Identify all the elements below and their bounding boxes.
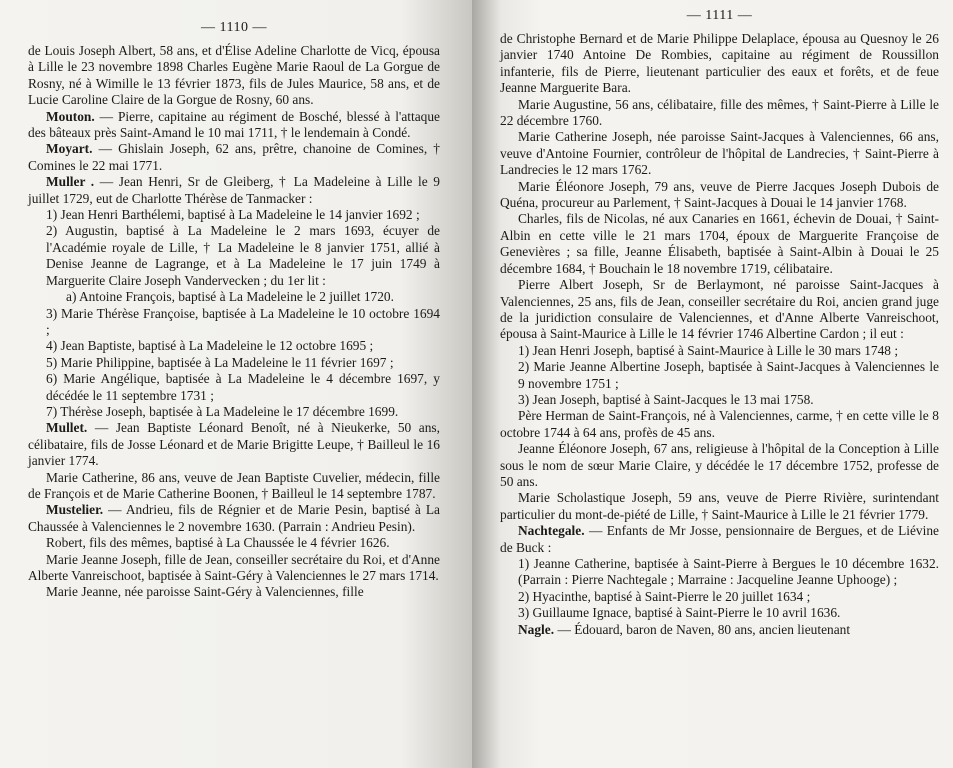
paragraph: Marie Jeanne, née paroisse Saint-Géry à Valenciennes, fille <box>46 584 364 600</box>
entry-text: Jean Henri, Sr de Gleiberg, † La Madeleine à Lille le 9 juillet 1729, eut de Charlotte Thérèse de Tanmacker : <box>28 174 440 206</box>
dash: — <box>94 420 109 436</box>
list-item: 1) Jean Henri Joseph, baptisé à Saint-Maurice à Lille le 30 mars 1748 ; <box>518 342 899 358</box>
entry-heading: Mouton. <box>46 108 95 124</box>
entry-nachtegale <box>500 523 939 556</box>
list-item: 3) Marie Thérèse Françoise, baptisée à La Madeleine le 10 octobre 1694 ; <box>46 305 440 337</box>
list-item: 5) Marie Philippine, baptisée à La Madeleine le 11 février 1697 ; <box>46 354 394 370</box>
list-item: 2) Marie Jeanne Albertine Joseph, baptisée à Saint-Jacques à Valenciennes le 9 novembre 1751 ; <box>518 359 939 391</box>
dash: — <box>557 621 571 637</box>
entry-heading: Moyart. <box>46 141 93 157</box>
paragraph: de Louis Joseph Albert, 58 ans, et d'Élise Adeline Charlotte de Vicq, épousa à Lille le 23 novembre 1898 Charles Eugène Marie Raoul de La Gorgue de Rosny, né à Wimille le 13 février 1873, fils de Jules Maurice, 58 ans, et de Lucie Caroline Claire de la Gorgue de Rosny, 60 ans. <box>28 43 440 108</box>
list-item: 3) Guillaume Ignace, baptisé à Saint-Pierre le 10 avril 1636. <box>518 605 841 621</box>
list-item: 2) Hyacinthe, baptisé à Saint-Pierre le 20 juillet 1634 ; <box>518 588 811 604</box>
page-text <box>500 31 939 638</box>
right-page <box>472 0 953 768</box>
entry-nagle <box>500 622 939 638</box>
list-item: 2) Augustin, baptisé à La Madeleine le 2 mars 1693, écuyer de l'Académie royale de Lille, † La Madeleine le 8 janvier 1751, allié à Denise Jeanne de Lagrange, et à La Madeleine le 17 juin 1749 à Marguerite Claire Joseph Vandervecken ; du 1er lit : <box>46 223 440 288</box>
entry-mustelier <box>28 502 440 535</box>
page-number: — 1110 — <box>201 20 267 35</box>
dash: — <box>108 502 122 518</box>
page-text <box>28 43 440 601</box>
entry-text: Ghislain Joseph, 62 ans, prêtre, chanoine de Comines, † Comines le 22 mai 1771. <box>28 141 440 173</box>
entry-heading: Muller . <box>46 174 95 190</box>
entry-text: Édouard, baron de Naven, 80 ans, ancien lieutenant <box>574 621 851 637</box>
paragraph: Charles, fils de Nicolas, né aux Canaries en 1661, échevin de Douai, † Saint-Albin en cette ville le 21 mars 1704, époux de Marguerite Françoise de Genevières ; sa fille, Jeanne Élisabeth, baptisée à Saint-Albin à Douai le 25 décembre 1684, † Bouchain le 18 novembre 1719, célibataire. <box>500 211 939 276</box>
paragraph: Robert, fils des mêmes, baptisé à La Chaussée le 4 février 1626. <box>46 535 390 551</box>
paragraph: Pierre Albert Joseph, Sr de Berlaymont, né paroisse Saint-Jacques à Valenciennes, 25 ans, fils de Jean, conseiller secrétaire du Roi, ancien grand juge de la juridiction consulaire de Valenciennes, et d'Anne Alberte Vanreischoot, épousa à Saint-Maurice à Lille le 14 février 1746 Albertine Cardon ; il eut : <box>500 277 939 342</box>
dash: — <box>99 108 114 124</box>
paragraph: de Christophe Bernard et de Marie Philippe Delaplace, épousa au Quesnoy le 26 janvier 1740 Antoine De Rombies, capitaine au régiment de Roussillon infanterie, fils de Pierre, lieutenant particulier des eaux et forêts, et de feue Jeanne Marguerite Bara. <box>500 31 939 96</box>
paragraph: Marie Jeanne Joseph, fille de Jean, conseiller secrétaire du Roi, et d'Anne Alberte Vanreischoot, baptisée à Saint-Géry à Valenciennes le 27 mars 1714. <box>28 551 440 583</box>
dash: — <box>99 174 114 190</box>
list-subitem: a) Antoine François, baptisé à La Madeleine le 2 juillet 1720. <box>66 289 394 305</box>
entry-heading: Nagle. <box>518 621 555 637</box>
paragraph: Marie Éléonore Joseph, 79 ans, veuve de Pierre Jacques Joseph Dubois de Quéna, procureur au Parlement, † Saint-Jacques à Douai le 14 janvier 1768. <box>500 178 939 211</box>
entry-moyart <box>28 141 440 174</box>
paragraph: Marie Catherine, 86 ans, veuve de Jean Baptiste Cuvelier, médecin, fille de François et de Marie Catherine Boonen, † Bailleul le 14 septembre 1787. <box>28 469 440 501</box>
list-item: 1) Jeanne Catherine, baptisée à Saint-Pierre à Bergues le 10 décembre 1632. (Parrain : Pierre Nachtegale ; Marraine : Jacqueline Jeanne Uphooge) ; <box>518 556 939 588</box>
paragraph: Marie Augustine, 56 ans, célibataire, fille des mêmes, † Saint-Pierre à Lille le 22 décembre 1760. <box>500 96 939 129</box>
list-item: 6) Marie Angélique, baptisée à La Madeleine le 4 décembre 1697, y décédée le 11 septembre 1731 ; <box>46 371 440 403</box>
entry-text: Enfants de Mr Josse, pensionnaire de Bergues, et de Liévine de Buck : <box>500 523 939 555</box>
list-item: 4) Jean Baptiste, baptisé à La Madeleine le 12 octobre 1695 ; <box>46 338 374 354</box>
paragraph: Marie Scholastique Joseph, 59 ans, veuve de Pierre Rivière, surintendant particulier du mont-de-piété de Lille, † Saint-Maurice à Lille le 21 février 1779. <box>500 490 939 522</box>
paragraph: Jeanne Éléonore Joseph, 67 ans, religieuse à l'hôpital de la Conception à Lille sous le nom de sœur Marie Claire, y décédée le 17 décembre 1752, professe de 50 ans. <box>500 441 939 489</box>
entry-heading: Nachtegale. <box>518 523 585 539</box>
list-item: 1) Jean Henri Barthélemi, baptisé à La Madeleine le 14 janvier 1692 ; <box>46 207 420 223</box>
entry-heading: Mustelier. <box>46 502 104 518</box>
entry-text: Jean Baptiste Léonard Benoît, né à Nieukerke, 50 ans, célibataire, fils de Josse Léonard et de Marie Brigitte Leupe, † Bailleul le 16 janvier 1774. <box>28 420 440 469</box>
entry-mullet <box>28 420 440 469</box>
dash: — <box>98 141 112 157</box>
entry-heading: Mullet. <box>46 420 88 436</box>
dash: — <box>588 523 603 539</box>
page-number: — 1111 — <box>686 8 753 23</box>
list-item: 3) Jean Joseph, baptisé à Saint-Jacques le 13 mai 1758. <box>518 391 814 407</box>
entry-text: Pierre, capitaine au régiment de Bosché, blessé à l'attaque des bâteaux près Saint-Amand le 10 mai 1711, † le lendemain à Condé. <box>28 108 440 141</box>
paragraph: Marie Catherine Joseph, née paroisse Saint-Jacques à Valenciennes, 66 ans, veuve d'Antoine Fournier, contrôleur de l'hôpital de Landrecies, † Saint-Pierre à Landrecies le 12 mars 1762. <box>500 129 939 178</box>
paragraph: Père Herman de Saint-François, né à Valenciennes, carme, † en cette ville le 8 octobre 1744 à 64 ans, profès de 45 ans. <box>500 408 939 440</box>
left-page <box>0 0 472 768</box>
entry-text: Andrieu, fils de Régnier et de Marie Pesin, baptisé à La Chaussée à Valenciennes le 2 novembre 1630. (Parrain : Andrieu Pesin). <box>28 502 440 534</box>
entry-muller <box>28 174 440 207</box>
entry-mouton <box>28 109 440 142</box>
list-item: 7) Thérèse Joseph, baptisée à La Madeleine le 17 décembre 1699. <box>46 403 399 419</box>
